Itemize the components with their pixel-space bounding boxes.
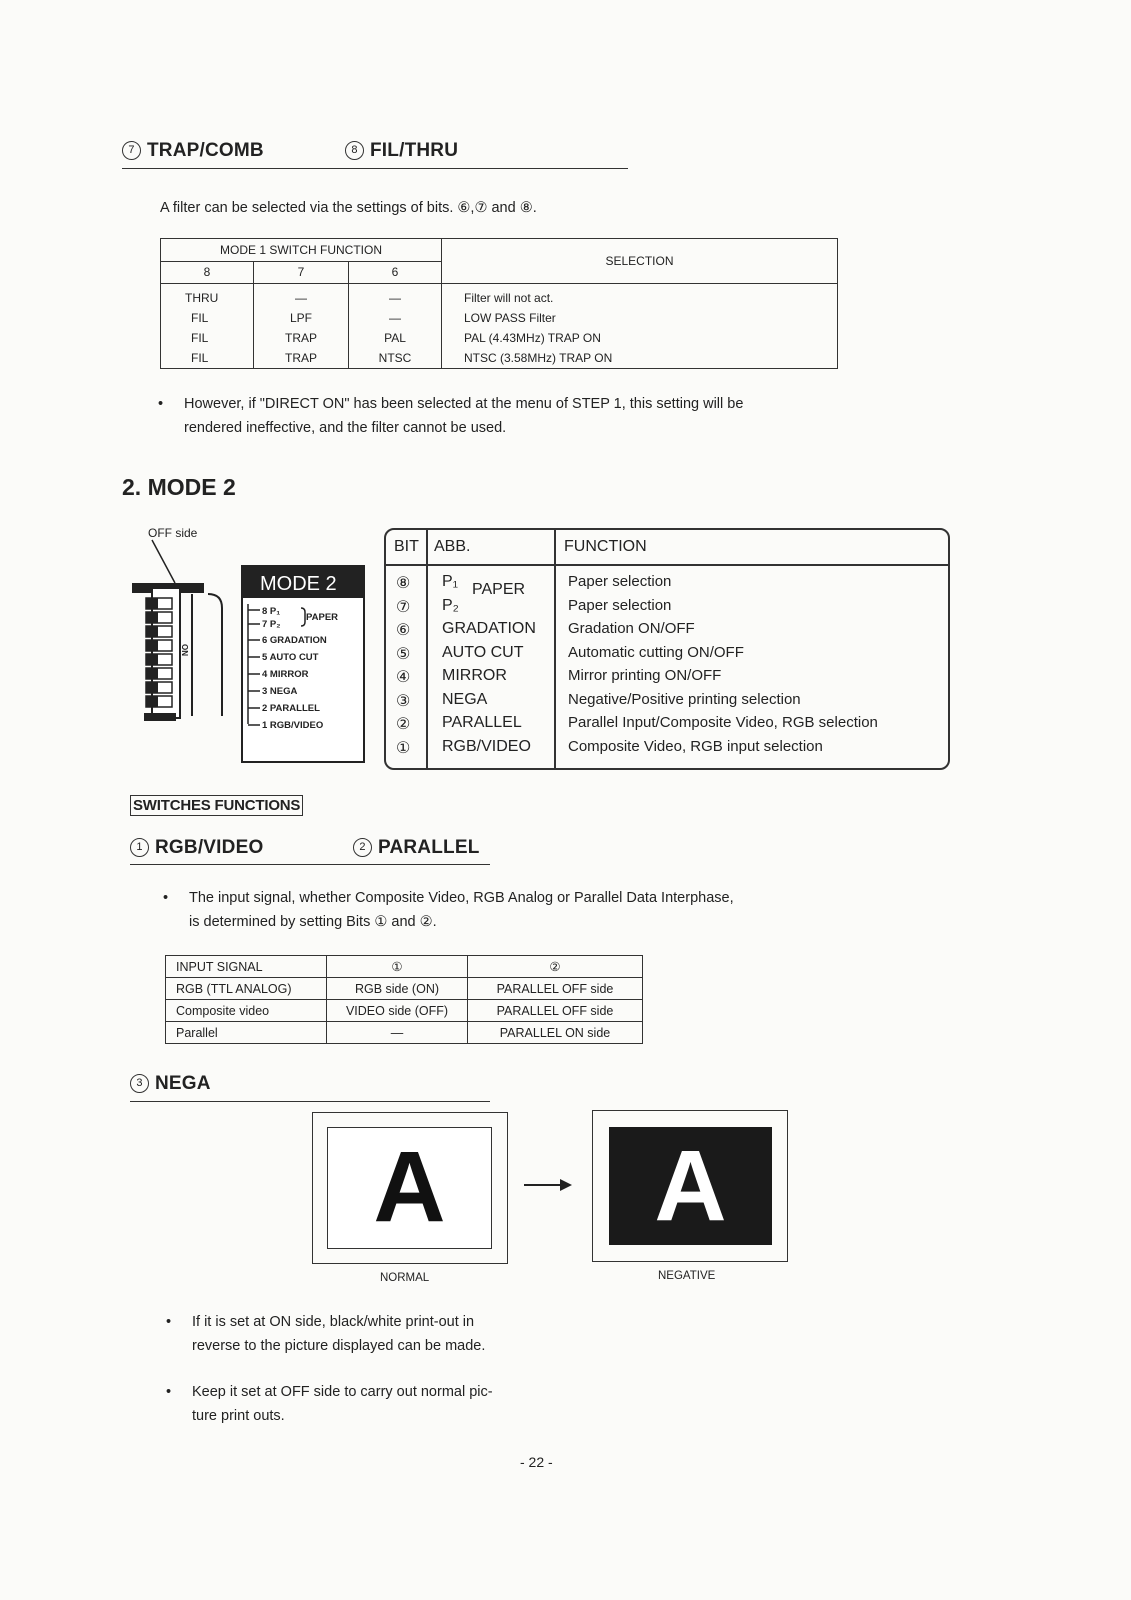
input-header-signal: INPUT SIGNAL [166, 956, 327, 978]
section-3-heading [130, 1073, 211, 1095]
mode1-cell: FIL [161, 308, 254, 328]
mode1-cell: PAL (4.43MHz) TRAP ON [442, 328, 838, 348]
switch-on-label: ON [180, 644, 189, 656]
mode1-row [161, 328, 838, 348]
mode2-function-cell: Gradation ON/OFF [568, 620, 695, 637]
direct-note [158, 392, 918, 440]
input-cell: PARALLEL ON side [468, 1022, 643, 1044]
table-row [166, 1000, 643, 1022]
mode2-function-cell: Paper selection [568, 573, 672, 590]
section-3-title: NEGA [155, 1073, 211, 1094]
mode2-switch-title: MODE 2 [260, 573, 337, 595]
mode2-function-cell: Negative/Positive printing selection [568, 690, 801, 708]
section-1-rule [130, 864, 490, 865]
bullet-dot: • [166, 1314, 172, 1330]
bullet-dot: • [163, 890, 169, 906]
input-cell: VIDEO side (OFF) [327, 1000, 468, 1022]
normal-label: NORMAL [380, 1272, 430, 1284]
section-7-heading [122, 140, 264, 162]
mode2-bit-cell: ① [396, 739, 411, 757]
section-7-title: TRAP/COMB [147, 140, 264, 161]
mode2-function-cell: Parallel Input/Composite Video, RGB selection [568, 714, 878, 731]
arrow-head-icon [560, 1179, 572, 1191]
bullet-dot: • [166, 1384, 172, 1400]
mode2-heading: 2. MODE 2 [122, 474, 236, 500]
section-2-title: PARALLEL [378, 837, 480, 858]
input-signal-table [165, 955, 643, 1044]
section-8-heading [345, 140, 458, 162]
mode1-bit8-header: 8 [161, 261, 254, 284]
negative-label: NEGATIVE [658, 1270, 716, 1282]
input-header-bit1: ① [327, 956, 468, 978]
section-7-rule [122, 168, 628, 169]
mode2-function-cell: Automatic cutting ON/OFF [568, 643, 744, 661]
mode1-cell: FIL [161, 328, 254, 348]
mode1-bit7-header: 7 [254, 261, 349, 284]
switch-label-2: 2 PARALLEL [262, 703, 320, 714]
mode2-bit-cell: ③ [396, 692, 411, 710]
mode2-header-function: FUNCTION [564, 538, 647, 555]
input-cell: Composite video [166, 1000, 327, 1022]
mode2-abb-cell: AUTO CUT [442, 643, 524, 661]
mode1-cell: Filter will not act. [442, 288, 838, 308]
switch-label-6: 6 GRADATION [262, 635, 327, 646]
mode1-selection-header: SELECTION [442, 239, 838, 284]
switch-label-5: 5 AUTO CUT [262, 652, 319, 663]
mode2-abb-cell: GRADATION [442, 620, 536, 637]
section-8-title: FIL/THRU [370, 140, 459, 161]
input-cell: Parallel [166, 1022, 327, 1044]
mode1-cell: TRAP [254, 328, 349, 348]
switch-label-4: 4 MIRROR [262, 669, 309, 680]
nega-note-2 [166, 1380, 606, 1428]
nega-note1-line2: reverse to the picture displayed can be made. [192, 1338, 486, 1354]
page-number: - 22 - [520, 1454, 553, 1470]
mode2-bit-cell: ② [396, 716, 411, 733]
nega-note-1 [166, 1310, 606, 1358]
mode1-cell: NTSC (3.58MHz) TRAP ON [442, 348, 838, 369]
mode2-header-abb: ABB. [434, 538, 471, 555]
mode1-cell: THRU [161, 288, 254, 308]
mode1-cell: PAL [349, 328, 442, 348]
input-cell: RGB (TTL ANALOG) [166, 978, 327, 1000]
section-2-number: 2 [353, 838, 372, 857]
input-cell: PARALLEL OFF side [468, 1000, 643, 1022]
mode1-cell: FIL [161, 348, 254, 369]
dip-switch-diagram [130, 538, 380, 768]
direct-note-line1: However, if "DIRECT ON" has been selected at the menu of STEP 1, this setting will be [184, 396, 744, 412]
mode2-function-cell: Composite Video, RGB input selection [568, 737, 823, 755]
switch-label-3: 3 NEGA [262, 686, 298, 697]
mode1-cell: — [349, 288, 442, 308]
mode2-abb-cell: MIRROR [442, 667, 507, 684]
negative-picture-screen [609, 1127, 772, 1245]
section-3-number: 3 [130, 1074, 149, 1093]
normal-letter: A [373, 1131, 446, 1243]
section-1-heading [130, 837, 263, 859]
nega-note2-line2: ture print outs. [192, 1408, 285, 1424]
normal-picture-screen [327, 1127, 492, 1249]
mode1-cell: LOW PASS Filter [442, 308, 838, 328]
nega-note2-line1: Keep it set at OFF side to carry out normal pic- [192, 1384, 493, 1400]
section-1-title: RGB/VIDEO [155, 837, 264, 858]
input-note [163, 886, 903, 934]
mode1-row [161, 348, 838, 369]
mode1-row [161, 288, 838, 308]
nega-note1-line1: If it is set at ON side, black/white print-out in [192, 1314, 475, 1330]
mode2-bit-cell: ⑤ [396, 645, 411, 663]
table-row [166, 1022, 643, 1044]
mode1-cell: TRAP [254, 348, 349, 369]
mode2-bit-cell: ④ [396, 669, 411, 686]
mode2-paper-label: PAPER [472, 581, 526, 598]
mode1-row [161, 308, 838, 328]
mode2-bit-cell: ⑥ [396, 622, 411, 639]
mode2-bit-cell: ⑦ [396, 598, 411, 616]
direct-note-line2: rendered ineffective, and the filter cannot be used. [184, 420, 507, 436]
filter-intro: A filter can be selected via the settings of bits. ⑥,⑦ and ⑧. [160, 200, 537, 216]
table-row [166, 978, 643, 1000]
mode1-cell: NTSC [349, 348, 442, 369]
mode2-header-bit: BIT [394, 538, 419, 555]
mode2-function-cell: Mirror printing ON/OFF [568, 667, 722, 684]
mode1-bit6-header: 6 [349, 261, 442, 284]
mode2-function-cell: Paper selection [568, 596, 672, 614]
switch-label-1: 1 RGB/VIDEO [262, 720, 324, 731]
input-note-line2: is determined by setting Bits ① and ②. [189, 914, 437, 930]
input-cell: PARALLEL OFF side [468, 978, 643, 1000]
switch-label-8: 8 P₁ [262, 606, 281, 617]
section-2-heading [353, 837, 480, 859]
input-header-bit2: ② [468, 956, 643, 978]
negative-picture-frame [592, 1110, 788, 1262]
mode2-bit-cell: ⑧ [396, 575, 411, 592]
switches-functions-label: SWITCHES FUNCTIONS [130, 795, 303, 816]
mode2-abb-cell: P₁ [442, 573, 459, 590]
off-side-label: OFF side [148, 526, 198, 540]
mode2-abb-cell: P₂ [442, 596, 459, 614]
mode1-cell: — [254, 288, 349, 308]
mode2-abb-cell: RGB/VIDEO [442, 737, 531, 755]
negative-letter: A [654, 1130, 727, 1242]
mode1-cell: — [349, 308, 442, 328]
section-3-rule [130, 1101, 490, 1102]
mode1-switch-table [160, 238, 838, 369]
normal-picture-frame [312, 1112, 508, 1264]
switch-label-paper: PAPER [306, 612, 339, 623]
mode2-abb-cell: NEGA [442, 690, 488, 708]
input-cell: RGB side (ON) [327, 978, 468, 1000]
section-1-number: 1 [130, 838, 149, 857]
mode1-cell: LPF [254, 308, 349, 328]
input-note-line1: The input signal, whether Composite Video, RGB Analog or Parallel Data Interphase, [189, 890, 734, 906]
input-cell: — [327, 1022, 468, 1044]
section-8-number: 8 [345, 141, 364, 160]
section-7-number: 7 [122, 141, 141, 160]
switch-label-7: 7 P₂ [262, 619, 281, 630]
bullet-dot: • [158, 396, 164, 412]
mode1-group-header: MODE 1 SWITCH FUNCTION [161, 239, 442, 262]
mode2-abb-cell: PARALLEL [442, 714, 522, 731]
